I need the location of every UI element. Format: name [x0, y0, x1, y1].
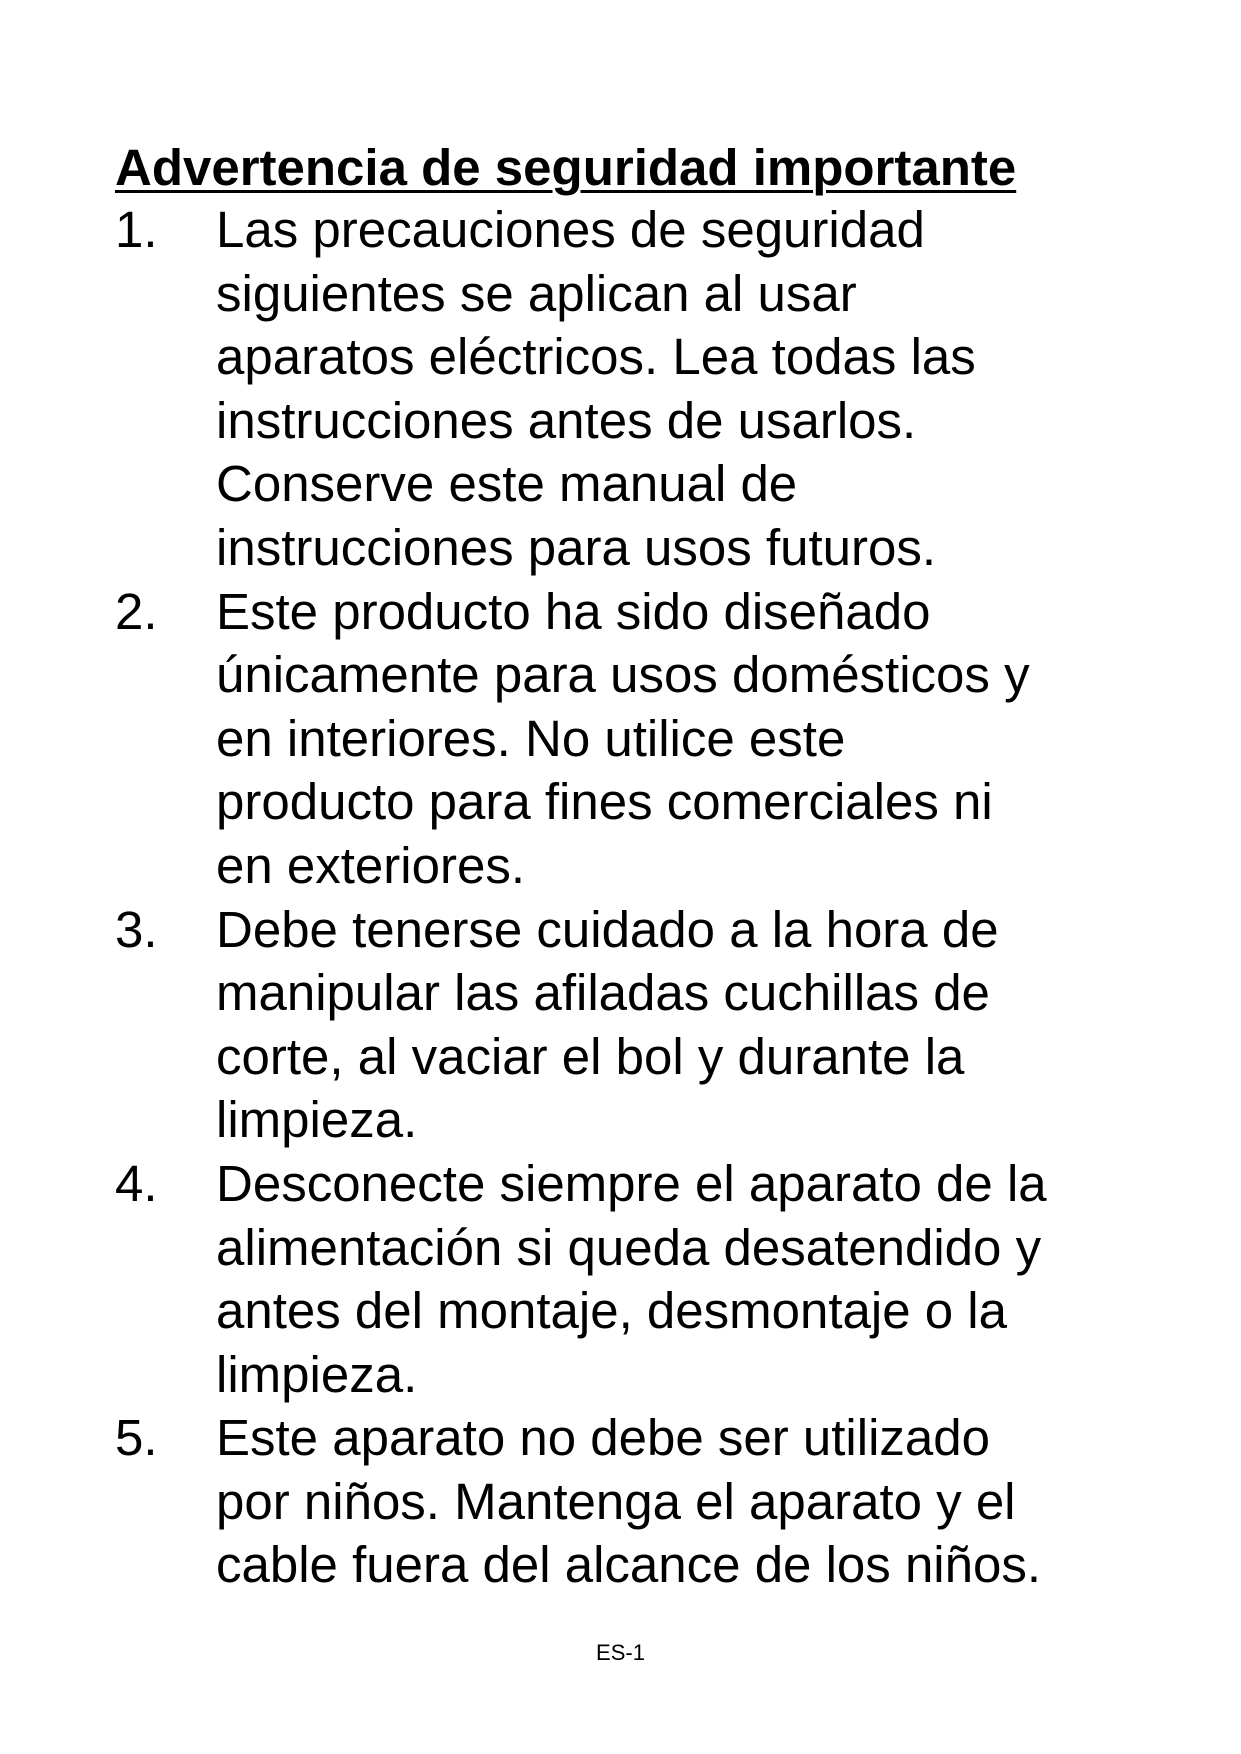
text-line: Debe tenerse cuidado a la hora de: [216, 900, 999, 958]
item-number: 1.: [115, 201, 158, 258]
text-line: aparatos eléctricos. Lea todas las: [216, 328, 976, 386]
text-line: por niños. Mantenga el aparato y el: [216, 1472, 1016, 1530]
list-item: [115, 898, 1145, 1152]
text-line: en exteriores.: [216, 836, 525, 894]
text-line: Conserve este manual de: [216, 455, 798, 513]
list-item: [115, 1152, 1145, 1406]
item-text: [216, 198, 1145, 580]
document-page: [115, 138, 1145, 1597]
item-text: [216, 580, 1145, 898]
page-number: ES-1: [596, 1640, 645, 1665]
text-line: Este producto ha sido diseñado: [216, 582, 931, 640]
text-line: Las precauciones de seguridad: [216, 201, 925, 258]
text-line: únicamente para usos domésticos y: [216, 646, 1030, 704]
list-item: [115, 1406, 1145, 1597]
item-text: [216, 898, 1145, 1152]
text-line: en interiores. No utilice este: [216, 709, 846, 767]
item-text: [216, 1152, 1145, 1406]
item-number: 3.: [115, 900, 158, 958]
text-line: instrucciones para usos futuros.: [216, 518, 937, 576]
list-item: [115, 198, 1145, 580]
text-line: Este aparato no debe ser utilizado: [216, 1409, 991, 1467]
text-line: antes del montaje, desmontaje o la: [216, 1282, 1007, 1340]
text-line: manipular las afiladas cuchillas de: [216, 964, 990, 1022]
text-line: Desconecte siempre el aparato de la: [216, 1154, 1047, 1212]
item-number: 2.: [115, 582, 158, 640]
safety-warnings-list: [115, 198, 1145, 1597]
item-text: [216, 1406, 1145, 1597]
text-line: alimentación si queda desatendido y: [216, 1218, 1042, 1276]
text-line: limpieza.: [216, 1091, 418, 1149]
text-line: corte, al vaciar el bol y durante la: [216, 1027, 965, 1085]
text-line: limpieza.: [216, 1345, 418, 1403]
text-line: cable fuera del alcance de los niños.: [216, 1536, 1042, 1594]
item-number: 5.: [115, 1409, 158, 1467]
text-line: instrucciones antes de usarlos.: [216, 391, 917, 449]
page-title: Advertencia de seguridad importante: [115, 139, 1017, 196]
text-line: producto para fines comerciales ni: [216, 773, 993, 831]
item-number: 4.: [115, 1154, 158, 1212]
list-item: [115, 580, 1145, 898]
text-line: siguientes se aplican al usar: [216, 264, 857, 322]
